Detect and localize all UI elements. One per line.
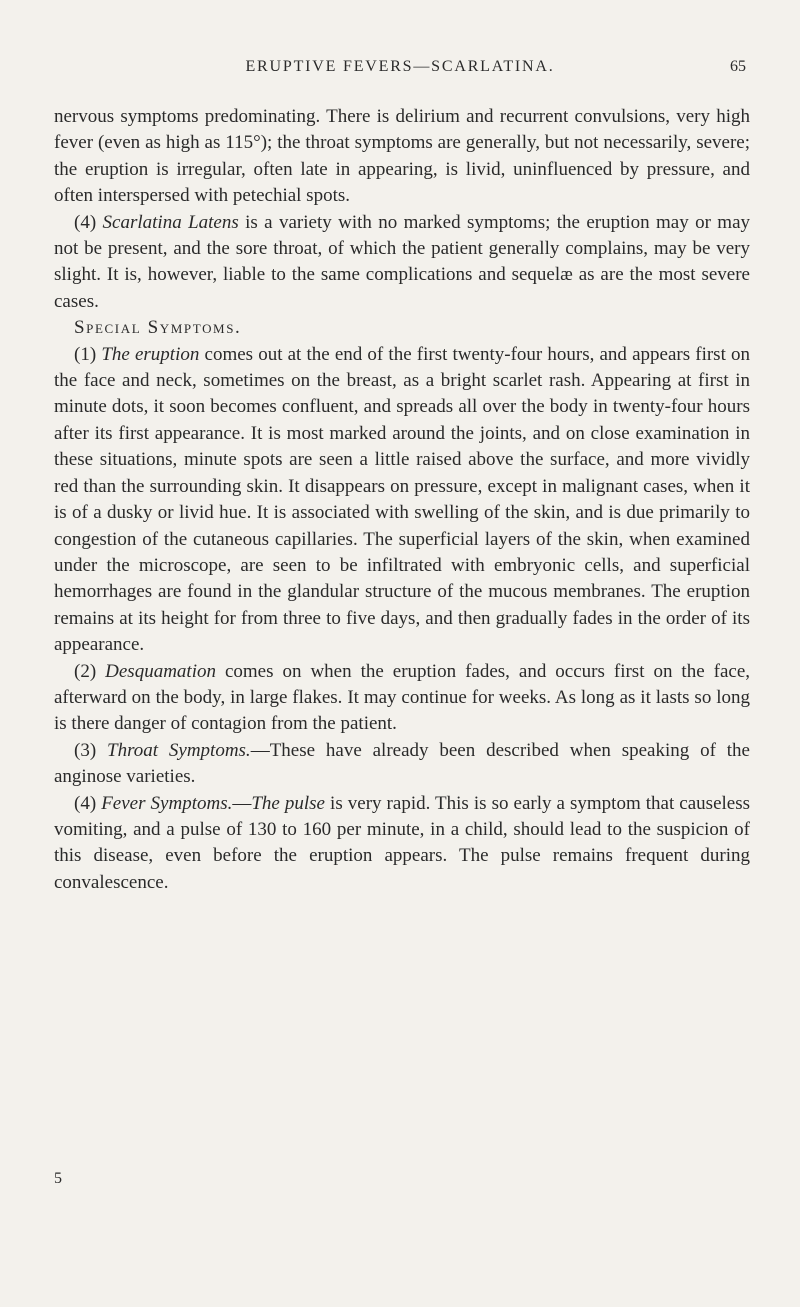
paragraph-scarlatina-latens (54, 210, 750, 316)
page-header (54, 52, 746, 82)
running-title: ERUPTIVE FEVERS—SCARLATINA. (245, 58, 555, 75)
item-number: (3) (74, 739, 107, 761)
italic-term: The eruption (101, 343, 200, 365)
paragraph-text: is a variety with no marked symptoms; the eruption may or may not be present, and the sore throat, of which the patient generally complains, may be very slight. It is, however, liable to the same complications and sequelæ as are the most severe cases. (54, 211, 751, 312)
paragraph-continuation (54, 104, 750, 210)
item-number: (1) (74, 343, 102, 365)
italic-term: Fever Symptoms. (101, 792, 233, 814)
paragraph-text: —These have already been described when speaking of the anginose varieties. (54, 739, 750, 788)
paragraph-text: nervous symptoms predominating. There is delirium and recurrent convulsions, very high fever (even as high as 115°); the throat symptoms are generally, but not necessarily, severe; the eruption is irregular, often late in appearing, is livid, uninfluenced by pressure, and often interspersed with petechial spots. (54, 106, 750, 207)
paragraph-text: comes out at the end of the first twenty-four hours, and appears first on the face and neck, sometimes on the breast, as a bright scarlet rash. Appearing at first in minute dots, it soon becomes confluent, and spreads all over the body in twenty-four hours after its first appearance. It is most marked around the joints, and on close examination in these situations, minute spots are seen a little raised above the surface, and more vividly red than the surrounding skin. It disappears on pressure, except in malignant cases, when it is of a dusky or livid hue. It is associated with swelling of the skin, and is due primarily to congestion of the cutaneous capillaries. The superficial layers of the skin, when examined under the microscope, are seen to be infiltrated with embryonic cells, and superficial hemorrhages are found in the glandular structure of the mucous membranes. The eruption remains at its height for from three to five days, and then gradually fades in the order of its appearance. (54, 343, 751, 656)
paragraph-eruption (54, 342, 750, 659)
paragraph-text: comes on when the eruption fades, and occurs first on the face, afterward on the body, in large flakes. It may continue for weeks. As long as it lasts so long is there danger of contagion from the patient. (54, 660, 750, 735)
italic-term: Scarlatina Latens (102, 211, 239, 233)
paragraph-text: is very rapid. This is so early a symptom that causeless vomiting, and a pulse of 130 to 160 per minute, in a child, should lead to the suspicion of this disease, even before the eruption appears. The pulse remains frequent during convalescence. (54, 792, 750, 893)
paragraph-fever-symptoms (54, 791, 750, 897)
item-number: (4) (74, 792, 102, 814)
italic-term: Throat Symptoms. (107, 739, 251, 761)
italic-term: The pulse (251, 792, 325, 814)
paragraph-throat-symptoms (54, 738, 750, 791)
item-number: (4) (74, 211, 103, 233)
item-number: (2) (74, 660, 106, 682)
paragraph-desquamation (54, 659, 750, 738)
page-body (54, 104, 750, 896)
italic-term: Desquamation (105, 660, 216, 682)
signature-mark: 5 (54, 1170, 62, 1187)
page-number: 65 (730, 58, 746, 75)
dash: — (232, 792, 252, 814)
section-heading: Special Symptoms. (74, 317, 242, 339)
